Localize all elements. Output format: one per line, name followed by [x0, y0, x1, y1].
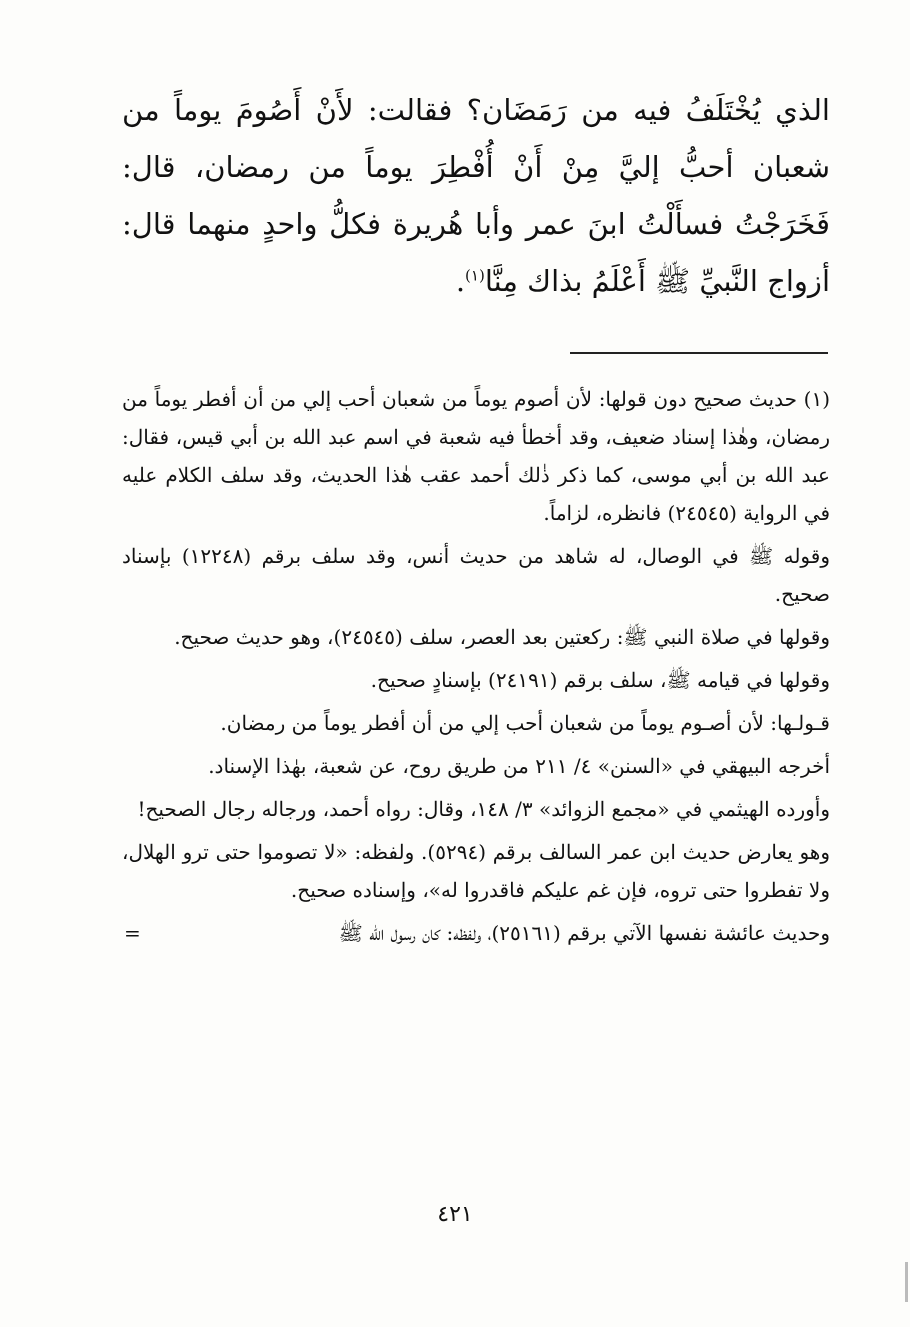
footnote-paragraph: أخرجه البيهقي في «السنن» ٤/ ٢١١ من طريق روح، عن شعبة، بهٰذا الإسناد.: [208, 754, 830, 778]
main-text-body: الذي يُخْتَلَفُ فيه من رَمَضَان؟ فقالت: لأَنْ أَصُومَ يوماً من شعبان أحبُّ إليَّ مِنْ أَنْ أُفْطِرَ يوماً من رمضان، قال: فَخَرَجْتُ فسأَلْتُ ابنَ عمر وأبا هُريرة فكلُّ واحدٍ منهما قال: أزواج النَّبيِّ ﷺ أَعْلَمُ بذاك مِنَّا: [122, 93, 830, 298]
footnote-paragraph: وقوله ﷺ في الوصال، له شاهد من حديث أنس، وقد سلف برقم (١٢٢٤٨) بإسناد صحيح.: [122, 544, 830, 606]
footnote-ref: (١): [465, 266, 485, 285]
page-number: ٤٢١: [437, 1202, 473, 1227]
footnote-paragraph: وحديث عائشة نفسها الآتي برقم (٢٥١٦١)، ولفظه: كان رسول الله ﷺ: [338, 921, 830, 945]
footnote-last-line: [122, 914, 830, 952]
footnote-paragraph: قـولـها: لأن أصـوم يوماً من شعبان أحب إلي من أن أفطر يوماً من رمضان.: [220, 711, 830, 735]
footnote-paragraph: وقولها في قيامه ﷺ، سلف برقم (٢٤١٩١) بإسنادٍ صحيح.: [370, 668, 830, 692]
scan-edge-mark: [905, 1262, 908, 1302]
footnote-paragraph: وأورده الهيثمي في «مجمع الزوائد» ٣/ ١٤٨، وقال: رواه أحمد، ورجاله رجال الصحيح!: [137, 797, 830, 821]
main-text: [122, 82, 830, 310]
footnote-paragraph: وهو يعارض حديث ابن عمر السالف برقم (٥٢٩٤). ولفظه: «لا تصوموا حتى ترو الهلال، ولا تفطروا حتى تروه، فإن غم عليكم فاقدروا له»، وإسناده صحيح.: [122, 840, 830, 902]
continuation-mark: =: [124, 921, 141, 945]
main-text-end: .: [455, 264, 466, 298]
footnote-paragraph: وقولها في صلاة النبي ﷺ: ركعتين بعد العصر، سلف (٢٤٥٤٥)، وهو حديث صحيح.: [174, 625, 830, 649]
footnote-paragraph: (١) حديث صحيح دون قولها: لأن أصوم يوماً من شعبان أحب إلي من أن أفطر يوماً من رمضان، وهٰذا إسناد ضعيف، وقد أخطأ فيه شعبة في اسم عبد الله بن أبي قيس، فقال: عبد الله بن أبي موسى، كما ذكر ذٰلك أحمد عقب هٰذا الحديث، وقد سلف الكلام عليه في الرواية (٢٤٥٤٥) فانظره، لزاماً.: [122, 387, 830, 525]
footnotes: [122, 380, 830, 957]
footnote-separator: [570, 352, 828, 354]
